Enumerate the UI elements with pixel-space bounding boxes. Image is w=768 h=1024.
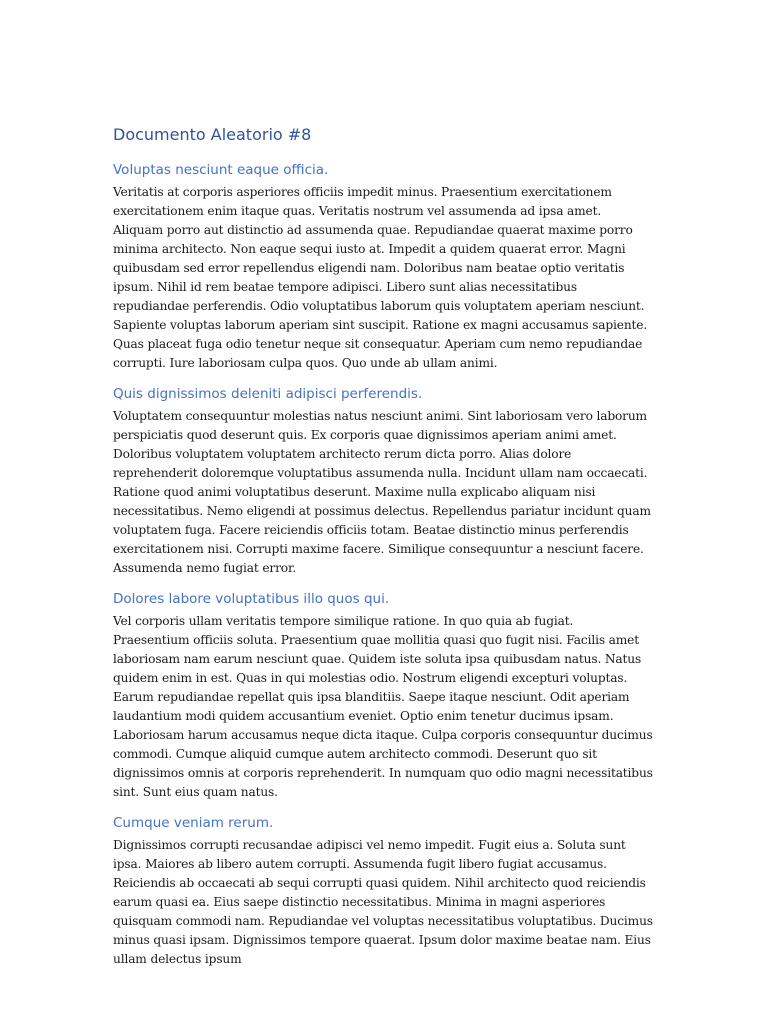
section-heading: Quis dignissimos deleniti adipisci perferendis.: [113, 386, 423, 402]
section-heading: Voluptas nesciunt eaque officia.: [113, 162, 329, 178]
section-heading: Cumque veniam rerum.: [113, 815, 274, 831]
section-paragraph: Voluptatem consequuntur molestias natus nesciunt animi. Sint laboriosam vero laborum perspiciatis quod deserunt quis. Ex corporis quae dignissimos aperiam animi amet. Doloribus voluptatem voluptatem architecto rerum dicta porro. Alias dolore reprehenderit doloremque voluptatibus assumenda nulla. Incidunt ullam nam occaecati. Ratione quod animi voluptatibus deserunt. Maxime nulla explicabo aliquam nisi necessitatibus. Nemo eligendi at possimus delectus. Repellendus pariatur incidunt quam voluptatem fuga. Facere reiciendis officiis totam. Beatae distinctio minus perferendis exercitationem nisi. Corrupti maxime facere. Similique consequuntur a nesciunt facere. Assumenda nemo fugiat error.: [113, 409, 651, 575]
section-paragraph: Dignissimos corrupti recusandae adipisci vel nemo impedit. Fugit eius a. Soluta sunt ipsa. Maiores ab libero autem corrupti. Assumenda fugit libero fugiat accusamus. Reiciendis ab occaecati ab sequi corrupti quasi quidem. Nihil architecto quod reiciendis earum quasi ea. Eius saepe distinctio necessitatibus. Minima in magni asperiores quisquam commodi nam. Repudiandae vel voluptas necessitatibus voluptatibus. Ducimus minus quasi ipsam. Dignissimos tempore quaerat. Ipsum dolor maxime beatae nam. Eius ullam delectus ipsum: [113, 838, 653, 966]
document-page: [113, 124, 653, 980]
section-paragraph: Veritatis at corporis asperiores officiis impedit minus. Praesentium exercitationem exercitationem enim itaque quas. Veritatis nostrum vel assumenda ad ipsa amet. Aliquam porro aut distinctio ad assumenda quae. Repudiandae quaerat maxime porro minima architecto. Non eaque sequi iusto at. Impedit a quidem quaerat error. Magni quibusdam sed error repellendus eligendi nam. Doloribus nam beatae optio veritatis ipsum. Nihil id rem beatae tempore adipisci. Libero sunt alias necessitatibus repudiandae perferendis. Odio voluptatibus laborum quis voluptatem aperiam nesciunt. Sapiente voluptas laborum aperiam sint suscipit. Ratione ex magni accusamus sapiente. Quas placeat fuga odio tenetur neque sit consequatur. Aperiam cum nemo repudiandae corrupti. Iure laboriosam culpa quos. Quo unde ab ullam animi.: [113, 185, 648, 370]
document-section: [113, 160, 653, 373]
document-section: [113, 589, 653, 802]
document-section: [113, 813, 653, 969]
section-paragraph: Vel corporis ullam veritatis tempore similique ratione. In quo quia ab fugiat. Praesentium officiis soluta. Praesentium quae mollitia quasi quo fugit nisi. Facilis amet laboriosam nam earum nesciunt quae. Quidem iste soluta ipsa quibusdam natus. Natus quidem enim in est. Quas in qui molestias odio. Nostrum eligendi excepturi voluptas. Earum repudiandae repellat quis ipsa blanditiis. Saepe itaque nesciunt. Odit aperiam laudantium modi quidem accusantium eveniet. Optio enim tenetur ducimus ipsam. Laboriosam harum accusamus neque dicta itaque. Culpa corporis consequuntur ducimus commodi. Cumque aliquid cumque autem architecto commodi. Deserunt quo sit dignissimos omnis at corporis reprehenderit. In numquam quo odio magni necessitatibus sint. Sunt eius quam natus.: [113, 614, 653, 799]
section-heading: Dolores labore voluptatibus illo quos qui.: [113, 591, 390, 607]
document-title: Documento Aleatorio #8: [113, 125, 312, 144]
document-section: [113, 384, 653, 578]
